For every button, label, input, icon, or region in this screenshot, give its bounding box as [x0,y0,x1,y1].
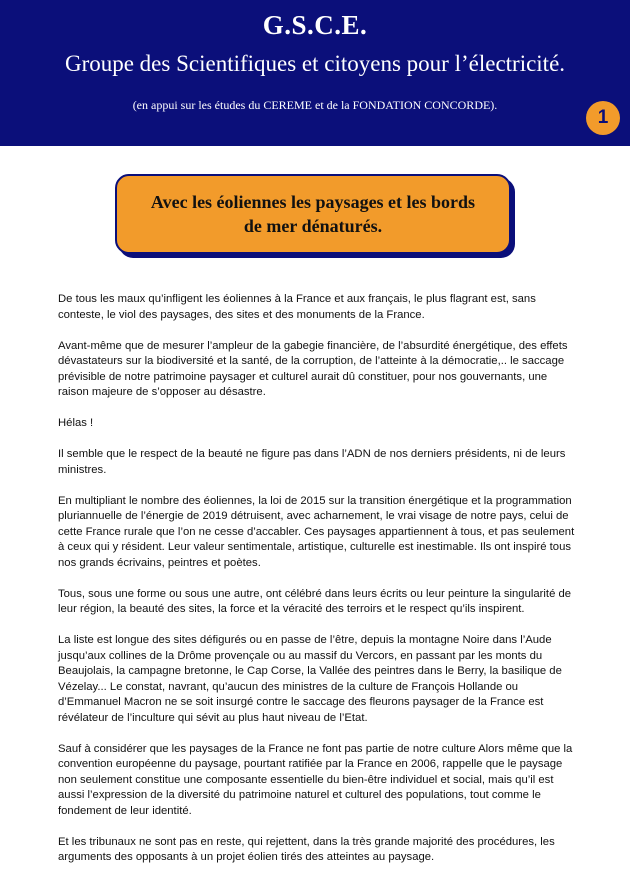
header-banner [0,0,630,146]
paragraph: En multipliant le nombre des éoliennes, la loi de 2015 sur la transition énergétique et la programmation pluriannuelle de l’énergie de 2019 détruisent, avec acharnement, le vrai visage de notre pays, celui de cette France rurale que l’on ne cesse d’accabler. Ces paysages appartiennent à tous, et pas seulement à ceux qui y résident. Leur valeur sentimentale, artistique, culturelle est inestimable. Ils ont inspiré tous nos grands écrivains, peintres et poètes. [58,494,575,569]
org-name: Groupe des Scientifiques et citoyens pour l’électricité. [64,51,566,76]
document-title: Avec les éoliennes les paysages et les bords de mer dénaturés. [150,192,476,236]
org-support-line: (en appui sur les études du CEREME et de la FONDATION CONCORDE). [132,98,498,112]
paragraph: La liste est longue des sites défigurés ou en passe de l’être, depuis la montagne Noire dans l’Aude jusqu’aux collines de la Drôme provençale ou au massif du Vercors, en passant par les monts du Beaujolais, la campagne bretonne, le Cap Corse, la Vallée des peintres dans le Berry, la basilique de Vézelay... Le constat, navrant, qu’aucun des ministres de la culture de François Hollande ou d’Emmanuel Macron ne se soit insurgé contre le saccage des fleurons paysager de la France est révélateur de l’inculture qui sévit au plus haut niveau de l’Etat. [58,634,562,724]
paragraph: Hélas ! [58,417,94,429]
title-box [115,174,511,254]
paragraph: Sauf à considérer que les paysages de la France ne font pas partie de notre culture Alors même que la convention européenne du paysage, pourtant ratifiée par la France en 2006, rappelle que le paysage non seulement constitue une composante essentielle du bien-être individuel et social, mais qu’il est aussi l’expression de la diversité du patrimoine naturel et culturel des populations, tout comme le fondement de leur identité. [58,742,573,817]
body-text [58,292,578,881]
paragraph: Et les tribunaux ne sont pas en reste, qui rejettent, dans la très grande majorité des procédures, les arguments des opposants à un projet éolien tirés des atteintes au paysage. [58,835,555,863]
paragraph: Avant-même que de mesurer l’ampleur de la gabegie financière, de l’absurdité énergétique, des effets dévastateurs sur la biodiversité et la santé, de la corruption, de l’atteinte à la démocratie,.. le saccage prévisible de notre patrimoine paysager et culturel aurait dû constituer, pour nos gouvernants, une raison majeure de s’opposer au désastre. [58,339,568,398]
paragraph: De tous les maux qu’infligent les éoliennes à la France et aux français, le plus flagrant est, sans conteste, le viol des paysages, des sites et des monuments de la France. [58,293,536,321]
paragraph: Il semble que le respect de la beauté ne figure pas dans l’ADN de nos derniers présidents, ni de leurs ministres. [58,448,566,476]
org-acronym: G.S.C.E. [262,10,368,40]
paragraph: Tous, sous une forme ou sous une autre, ont célébré dans leurs écrits ou leur peinture la singularité de leur région, la beauté des sites, la force et la véracité des terroirs et le respect qu’ils inspirent. [58,587,572,615]
page-number-badge: 1 [586,101,620,135]
